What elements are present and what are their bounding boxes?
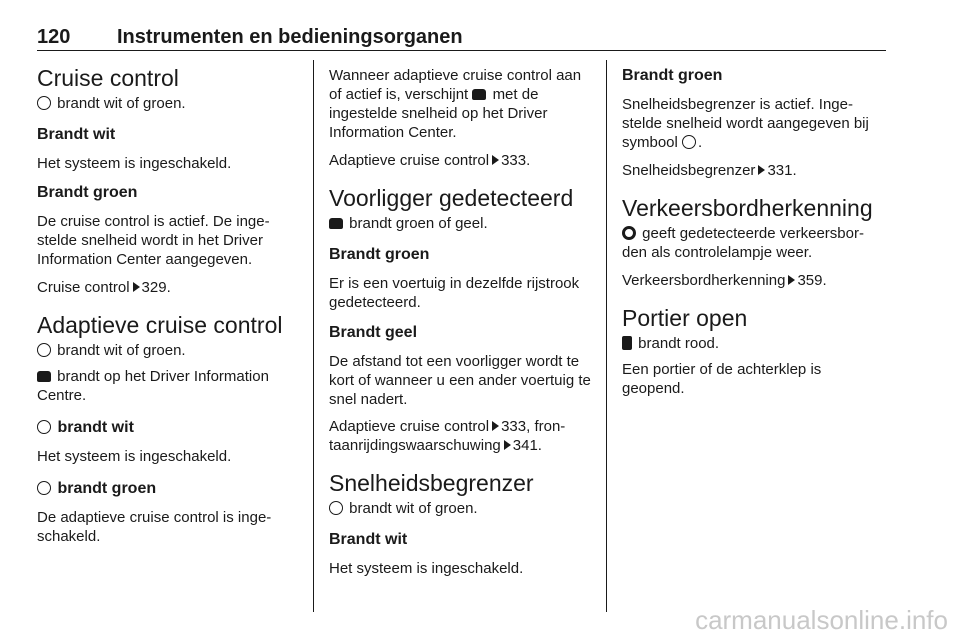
heading-cruise-control: Cruise control bbox=[37, 65, 179, 91]
column-2 bbox=[329, 54, 593, 578]
heading-adaptive-cruise: Adaptieve cruise control bbox=[37, 312, 283, 338]
page-header bbox=[37, 26, 886, 52]
reference-arrow-icon bbox=[133, 282, 140, 292]
ref-snelheidsbegrenzer: Snelheidsbegrenzer 331. bbox=[622, 162, 797, 179]
heading-brandt-groen-3: Brandt groen bbox=[622, 67, 723, 84]
reference-arrow-icon bbox=[788, 275, 795, 285]
geel-text: De afstand tot een voorligger wordt te kort of wanneer u een ander voertuig te snel nadert. bbox=[329, 353, 591, 408]
speed-limiter-icon bbox=[682, 135, 696, 149]
heading-brandt-groen: Brandt groen bbox=[37, 184, 138, 201]
voorligger-lamp-text: brandt groen of geel. bbox=[329, 214, 593, 233]
groen-text-3: Snelheidsbegrenzer is actief. Inge- stelde snelheid wordt aangegeven bij symbool . bbox=[622, 96, 869, 151]
page-number: 120 bbox=[37, 26, 71, 48]
lamp-wit-text: Het systeem is ingeschakeld. bbox=[37, 448, 232, 465]
watermark: carmanualsonline.info bbox=[695, 605, 948, 635]
traffic-sign-icon bbox=[622, 226, 636, 240]
ref-adaptive-cruise: Adaptieve cruise control 333. bbox=[329, 152, 531, 169]
cruise-control-icon bbox=[37, 420, 51, 434]
reference-arrow-icon bbox=[758, 165, 765, 175]
intro-text: Wanneer adaptieve cruise control aan of actief is, verschijnt met de ingestelde snelheid op het Driver Information Center. bbox=[329, 67, 582, 141]
snelheid-lamp-text: brandt wit of groen. bbox=[329, 499, 593, 518]
cruise-lamp-text: brandt wit of groen. bbox=[37, 94, 295, 113]
header-title: Instrumenten en bedieningsorganen bbox=[117, 26, 463, 48]
door-open-icon bbox=[622, 336, 632, 350]
reference-arrow-icon bbox=[504, 440, 511, 450]
column-3 bbox=[622, 54, 886, 398]
vehicle-ahead-icon bbox=[329, 218, 343, 229]
reference-arrow-icon bbox=[492, 155, 499, 165]
header-rule bbox=[37, 50, 886, 51]
cruise-control-icon bbox=[37, 481, 51, 495]
ref-verkeersbordherkenning: Verkeersbordherkenning 359. bbox=[622, 272, 827, 289]
column-divider-2 bbox=[606, 60, 607, 612]
heading-verkeersbordherkenning: Verkeersbordherkenning bbox=[622, 195, 873, 221]
vehicle-distance-icon bbox=[472, 89, 486, 100]
adaptive-lamp-text: brandt wit of groen. bbox=[37, 341, 295, 360]
wit-text: Het systeem is ingeschakeld. bbox=[37, 155, 232, 172]
cruise-control-icon bbox=[37, 343, 51, 357]
heading-voorligger: Voorligger gedetecteerd bbox=[329, 185, 574, 211]
cruise-control-icon bbox=[37, 96, 51, 110]
groen-text-2: Er is een voertuig in dezelfde rijstrook gedetecteerd. bbox=[329, 275, 580, 311]
ref-cruise-control: Cruise control 329. bbox=[37, 279, 171, 296]
heading-snelheidsbegrenzer: Snelheidsbegrenzer bbox=[329, 470, 534, 496]
heading-portier-open: Portier open bbox=[622, 305, 748, 331]
heading-lamp-wit: brandt wit bbox=[37, 418, 295, 438]
portier-text: Een portier of de achterklep is geopend. bbox=[622, 361, 822, 397]
column-divider-1 bbox=[313, 60, 314, 612]
heading-brandt-groen-2: Brandt groen bbox=[329, 246, 430, 263]
speed-limiter-icon bbox=[329, 501, 343, 515]
portier-lamp-text: brandt rood. bbox=[622, 334, 886, 353]
vehicle-distance-icon bbox=[37, 371, 51, 382]
groen-text: De cruise control is actief. De inge- stelde snelheid wordt in het Driver Information Center aangegeven. bbox=[37, 213, 270, 268]
ref-adaptive-collision: Adaptieve cruise control 333, fron- taanrijdingswaarschuwing 341. bbox=[329, 418, 566, 454]
adaptive-dic-text: brandt op het Driver Information Centre. bbox=[37, 368, 269, 404]
reference-arrow-icon bbox=[492, 421, 499, 431]
lamp-groen-text: De adaptieve cruise control is inge- schakeld. bbox=[37, 509, 272, 545]
heading-brandt-wit-2: Brandt wit bbox=[329, 531, 408, 548]
heading-brandt-wit: Brandt wit bbox=[37, 126, 116, 143]
wit-text-2: Het systeem is ingeschakeld. bbox=[329, 560, 524, 577]
column-1 bbox=[37, 54, 295, 546]
heading-lamp-groen: brandt groen bbox=[37, 479, 295, 499]
heading-brandt-geel: Brandt geel bbox=[329, 324, 418, 341]
verkeer-text: geeft gedetecteerde verkeersbor- den als controlelampje weer. bbox=[622, 225, 864, 261]
